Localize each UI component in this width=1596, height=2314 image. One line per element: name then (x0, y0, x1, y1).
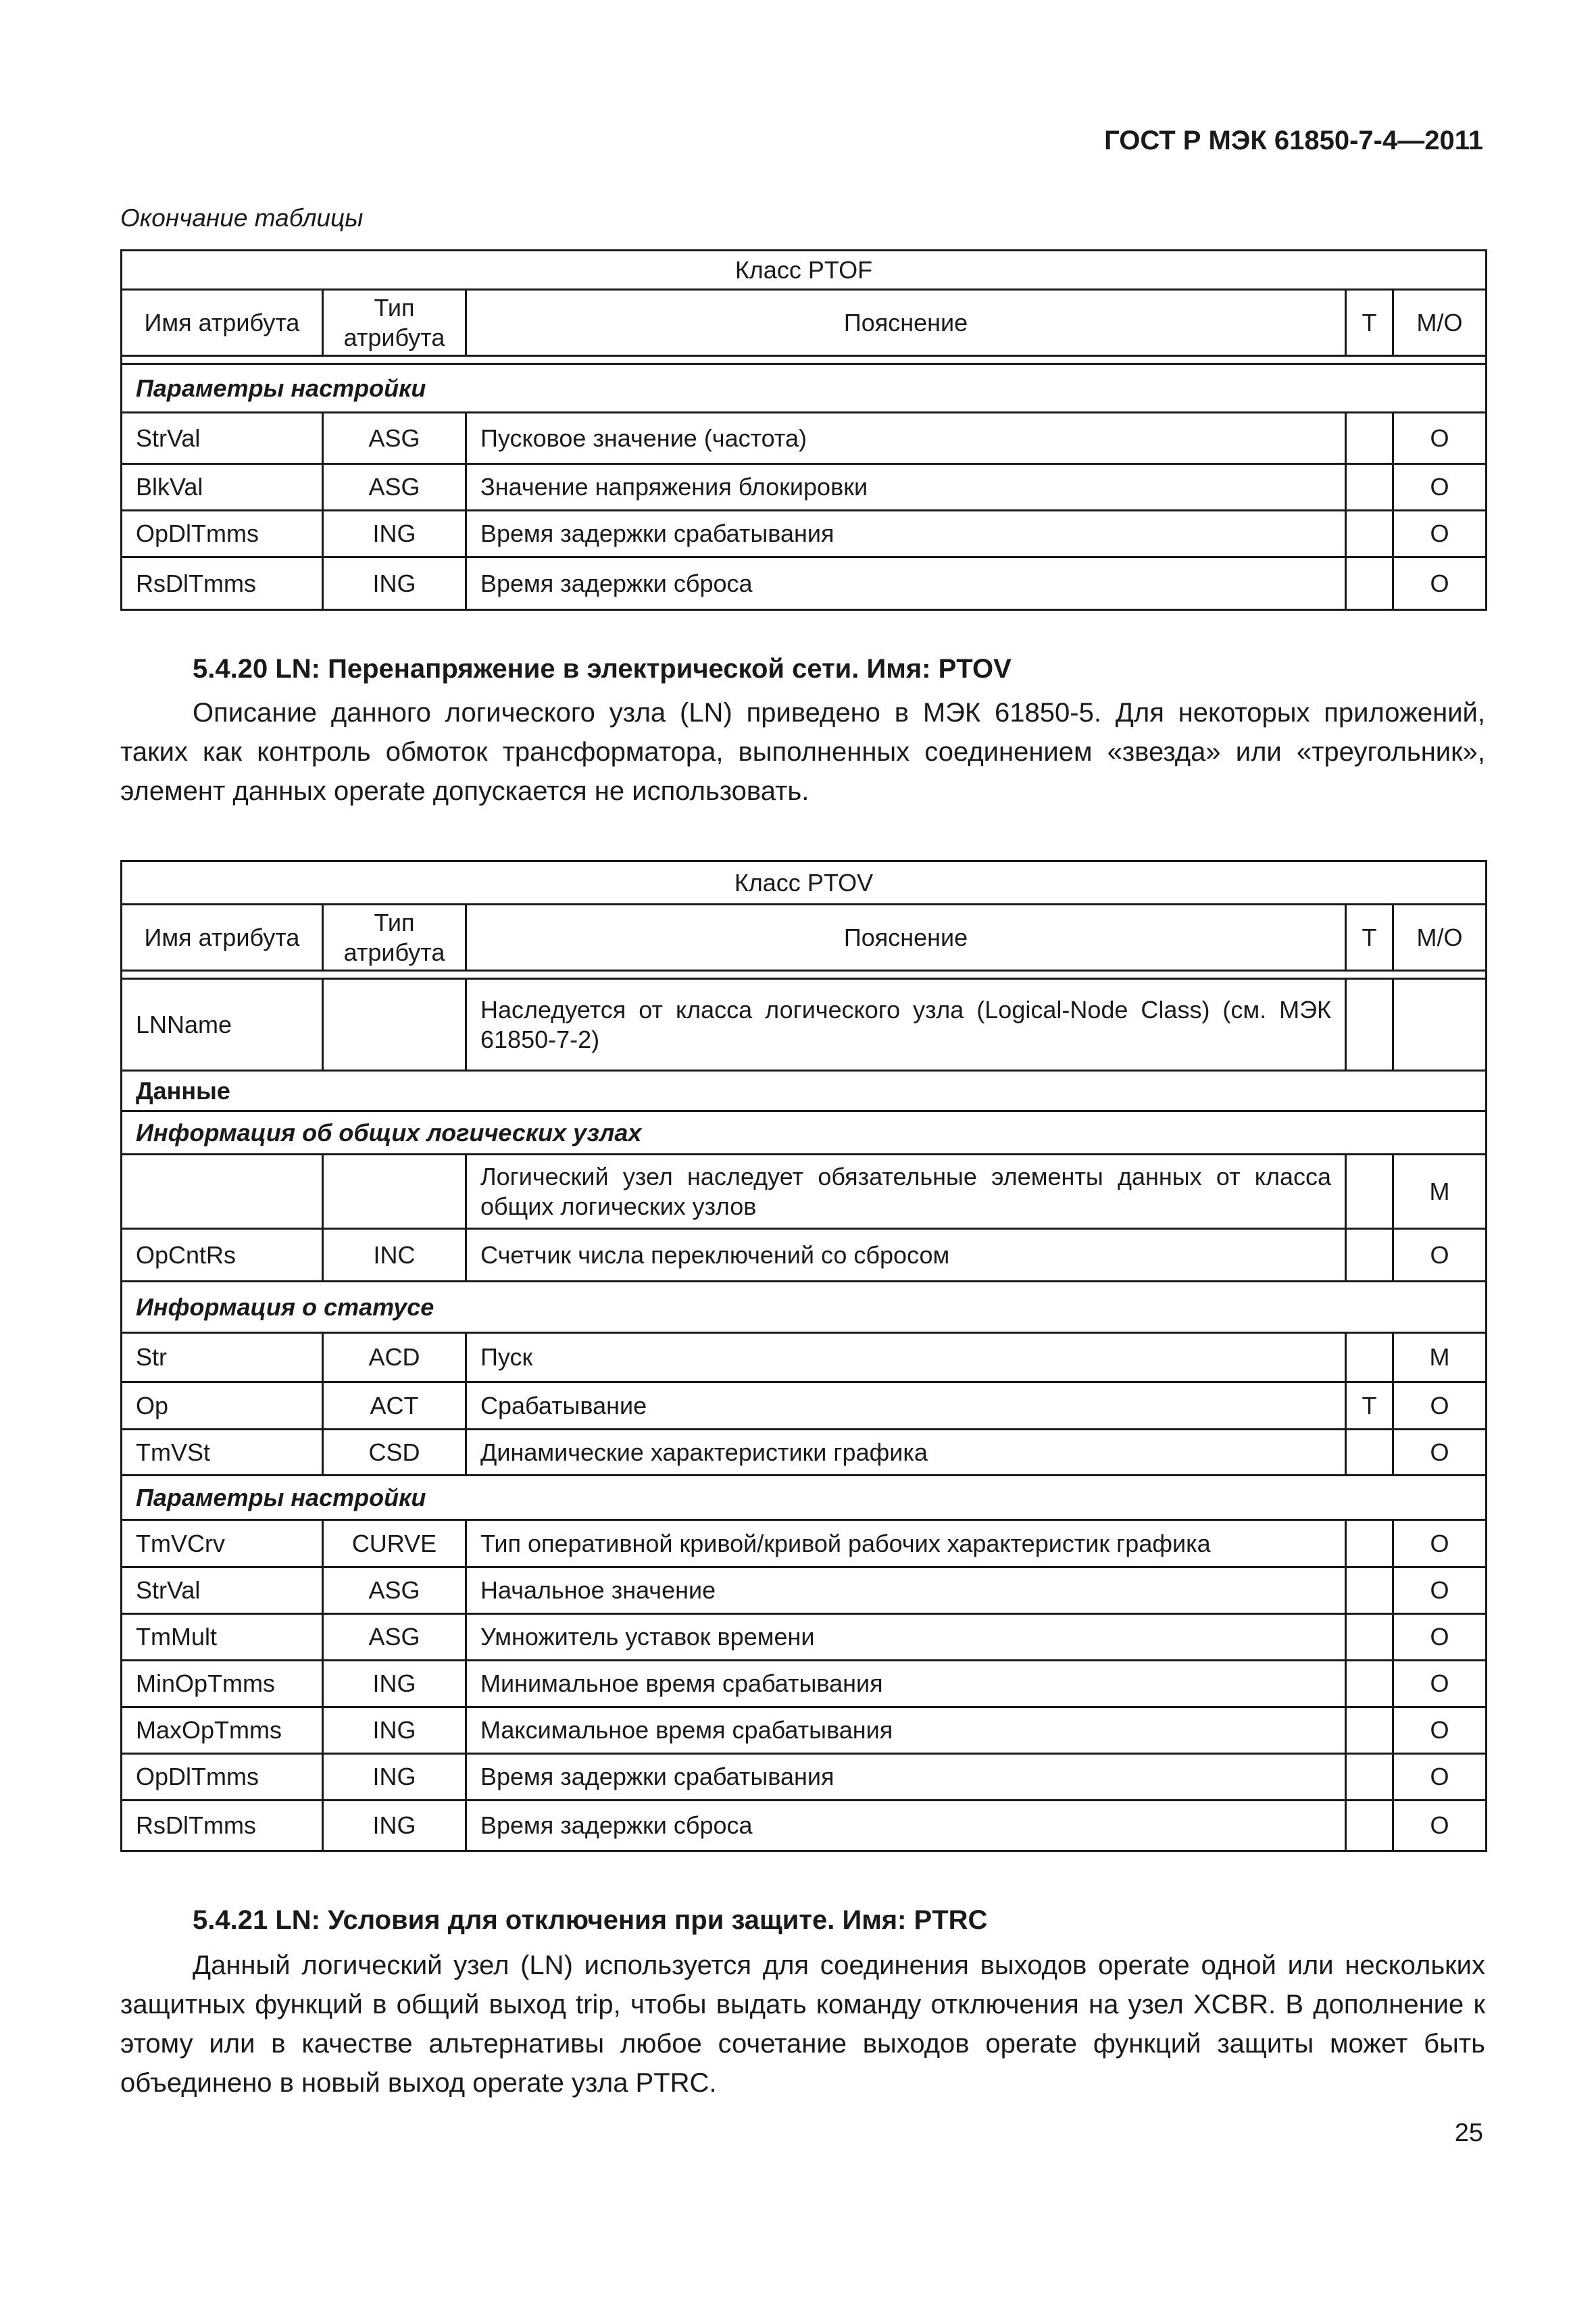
attr-type: CSD (323, 1430, 466, 1476)
attr-t (1346, 464, 1393, 511)
attr-type (323, 1155, 466, 1229)
table-row (122, 464, 1487, 511)
attr-type: ASG (323, 1614, 466, 1661)
attr-name: LNName (122, 979, 323, 1071)
column-header-t: T (1346, 905, 1393, 971)
column-header-desc: Пояснение (466, 905, 1346, 971)
attr-t (1346, 1520, 1393, 1567)
attr-t (1346, 1754, 1393, 1801)
ptov-table (120, 860, 1487, 1852)
attr-type: ASG (323, 464, 466, 511)
attr-name: OpCntRs (122, 1229, 323, 1282)
attr-mo: O (1393, 1661, 1487, 1707)
attr-name: StrVal (122, 413, 323, 464)
column-header-type: Тип атрибута (323, 290, 466, 356)
document-code: ГОСТ Р МЭК 61850-7-4—2011 (1104, 126, 1483, 155)
column-header-type: Тип атрибута (323, 905, 466, 971)
table-row (122, 1520, 1487, 1567)
attr-name: TmMult (122, 1614, 323, 1661)
attr-type: ING (323, 1801, 466, 1851)
attr-desc: Пусковое значение (частота) (466, 413, 1346, 464)
attr-desc: Умножитель уставок времени (466, 1614, 1346, 1661)
attr-name: MaxOpTmms (122, 1707, 323, 1754)
attr-desc: Время задержки сброса (466, 1801, 1346, 1851)
attr-mo: O (1393, 1614, 1487, 1661)
section-title: Параметры настройки (122, 1476, 1487, 1520)
table-row (122, 1661, 1487, 1707)
attr-desc: Тип оперативной кривой/кривой рабочих характеристик графика (466, 1520, 1346, 1567)
attr-mo: O (1393, 464, 1487, 511)
attr-mo: O (1393, 1567, 1487, 1614)
attr-name: Op (122, 1382, 323, 1430)
ptof-table (120, 249, 1487, 611)
attr-type: ACT (323, 1382, 466, 1430)
attr-type: ACD (323, 1333, 466, 1382)
table-row (122, 557, 1487, 610)
attr-type (323, 979, 466, 1071)
attr-desc: Логический узел наследует обязательные элементы данных от класса общих логических узлов (466, 1155, 1346, 1229)
attr-desc: Минимальное время срабатывания (466, 1661, 1346, 1707)
attr-mo: O (1393, 1707, 1487, 1754)
attr-type: ASG (323, 413, 466, 464)
section-title: Информация об общих логических узлах (122, 1111, 1487, 1155)
attr-mo: O (1393, 511, 1487, 557)
section-paragraph (120, 1946, 1485, 2103)
section-title: Информация о статусе (122, 1282, 1487, 1333)
attr-t (1346, 979, 1393, 1071)
column-header-mo: M/O (1393, 290, 1487, 356)
attr-mo: O (1393, 1520, 1487, 1567)
attr-t: T (1346, 1382, 1393, 1430)
paragraph-text: Описание данного логического узла (LN) приведено в МЭК 61850-5. Для некоторых приложений, таких как контроль обмоток трансформатора, выполненных соединением «звезда» или «треугольник», элемент данных operate допускается не использовать. (120, 698, 1485, 806)
table-row (122, 979, 1487, 1071)
attr-t (1346, 1229, 1393, 1282)
paragraph-text: Данный логический узел (LN) используется для соединения выходов operate одной или нескольких защитных функций в общий выход trip, чтобы выдать команду отключения на узел XCBR. В дополнение к этому или в качестве альтернативы любое сочетание выходов operate функций защиты может быть объединено в новый выход operate узла PTRC. (120, 1951, 1485, 2098)
attr-desc: Срабатывание (466, 1382, 1346, 1430)
attr-t (1346, 1614, 1393, 1661)
attr-t (1346, 1155, 1393, 1229)
attr-mo: O (1393, 1754, 1487, 1801)
table-row (122, 1430, 1487, 1476)
attr-t (1346, 413, 1393, 464)
table-row (122, 1754, 1487, 1801)
attr-t (1346, 1333, 1393, 1382)
attr-desc: Начальное значение (466, 1567, 1346, 1614)
attr-mo: O (1393, 1229, 1487, 1282)
table-row (122, 1229, 1487, 1282)
section-heading: 5.4.20 LN: Перенапряжение в электрической сети. Имя: PTOV (193, 654, 1012, 684)
attr-t (1346, 1567, 1393, 1614)
data-label: Данные (122, 1071, 1487, 1111)
attr-type: ASG (323, 1567, 466, 1614)
table-row (122, 1801, 1487, 1851)
attr-desc: Динамические характеристики графика (466, 1430, 1346, 1476)
attr-mo: M (1393, 1155, 1487, 1229)
attr-t (1346, 1801, 1393, 1851)
class-title: Класс PTOF (122, 251, 1487, 290)
attr-desc: Счетчик числа переключений со сбросом (466, 1229, 1346, 1282)
attr-mo: M (1393, 1333, 1487, 1382)
attr-name: RsDlTmms (122, 557, 323, 610)
attr-type: CURVE (323, 1520, 466, 1567)
attr-type: ING (323, 511, 466, 557)
attr-mo: O (1393, 557, 1487, 610)
table-row (122, 1333, 1487, 1382)
section-title: Параметры настройки (122, 364, 1487, 413)
attr-mo: O (1393, 413, 1487, 464)
attr-name: BlkVal (122, 464, 323, 511)
table-row (122, 1614, 1487, 1661)
attr-desc: Время задержки срабатывания (466, 1754, 1346, 1801)
attr-type: ING (323, 557, 466, 610)
table-row (122, 1155, 1487, 1229)
attr-t (1346, 511, 1393, 557)
section-paragraph (120, 693, 1485, 811)
section-heading: 5.4.21 LN: Условия для отключения при защите. Имя: PTRC (193, 1905, 988, 1935)
table-row (122, 1382, 1487, 1430)
column-header-name: Имя атрибута (122, 905, 323, 971)
attr-type: ING (323, 1754, 466, 1801)
attr-t (1346, 557, 1393, 610)
column-header-desc: Пояснение (466, 290, 1346, 356)
column-header-t: T (1346, 290, 1393, 356)
attr-desc: Время задержки сброса (466, 557, 1346, 610)
attr-name: MinOpTmms (122, 1661, 323, 1707)
attr-mo: O (1393, 1430, 1487, 1476)
class-title: Класс PTOV (122, 861, 1487, 905)
attr-t (1346, 1430, 1393, 1476)
attr-t (1346, 1707, 1393, 1754)
table-row (122, 1567, 1487, 1614)
page-number: 25 (1454, 2119, 1483, 2147)
attr-name: TmVSt (122, 1430, 323, 1476)
attr-desc: Пуск (466, 1333, 1346, 1382)
attr-name: TmVCrv (122, 1520, 323, 1567)
attr-type: ING (323, 1661, 466, 1707)
column-header-name: Имя атрибута (122, 290, 323, 356)
column-header-mo: M/O (1393, 905, 1487, 971)
attr-t (1346, 1661, 1393, 1707)
attr-desc: Максимальное время срабатывания (466, 1707, 1346, 1754)
attr-mo: O (1393, 1382, 1487, 1430)
attr-type: INC (323, 1229, 466, 1282)
table-row (122, 1707, 1487, 1754)
attr-mo: O (1393, 1801, 1487, 1851)
table-caption: Окончание таблицы (120, 204, 364, 232)
attr-desc: Значение напряжения блокировки (466, 464, 1346, 511)
attr-mo (1393, 979, 1487, 1071)
attr-name: Str (122, 1333, 323, 1382)
attr-name: StrVal (122, 1567, 323, 1614)
attr-type: ING (323, 1707, 466, 1754)
attr-name: OpDlTmms (122, 511, 323, 557)
attr-name: OpDlTmms (122, 1754, 323, 1801)
table-row (122, 511, 1487, 557)
attr-name: RsDlTmms (122, 1801, 323, 1851)
table-row (122, 413, 1487, 464)
attr-name (122, 1155, 323, 1229)
attr-desc: Время задержки срабатывания (466, 511, 1346, 557)
attr-desc: Наследуется от класса логического узла (Logical-Node Class) (см. МЭК 61850-7-2) (466, 979, 1346, 1071)
